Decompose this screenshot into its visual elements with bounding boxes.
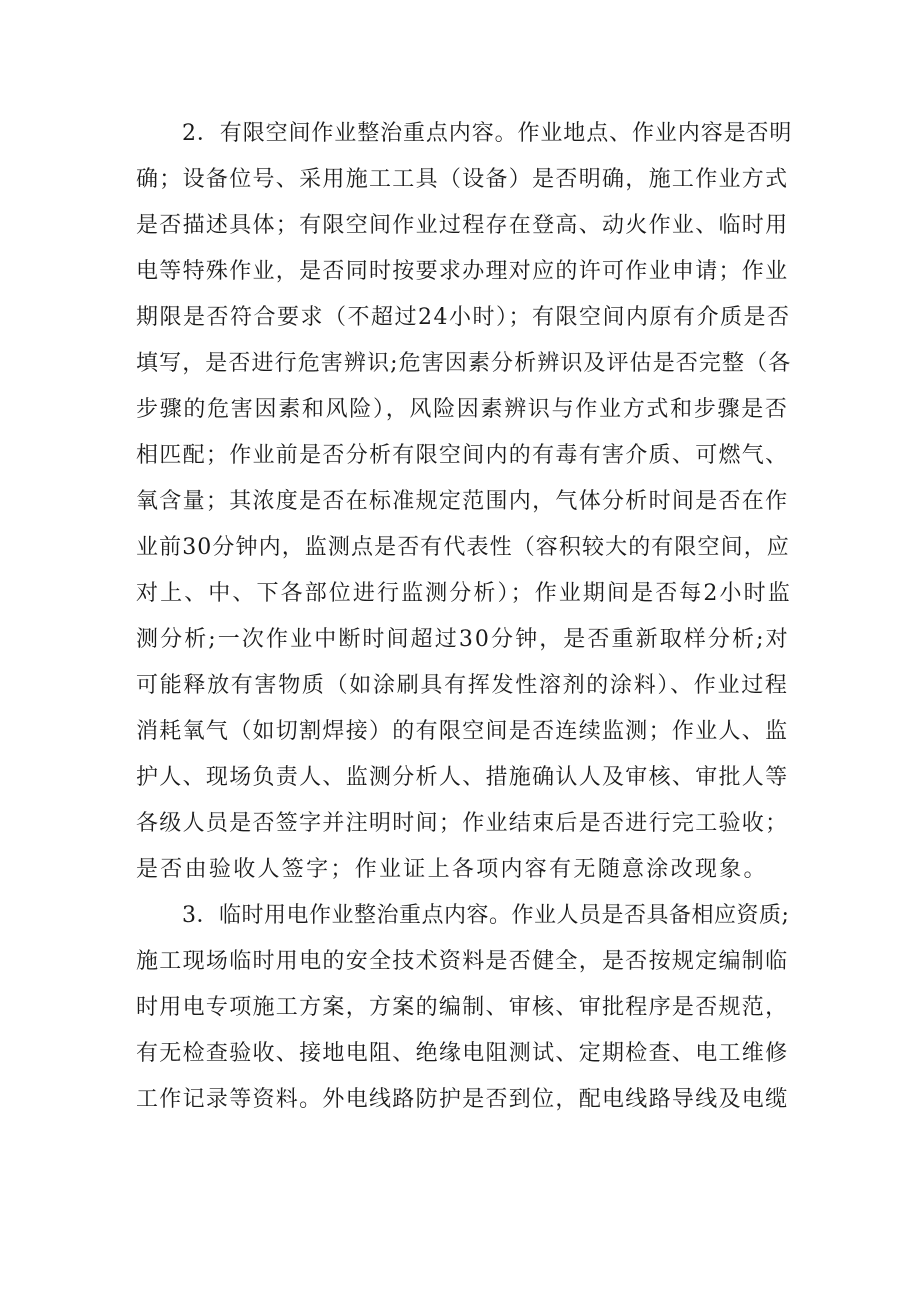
paragraph-3-line-4: 有无检查验收、接地电阻、绝缘电阻测试、定期检查、电工维修 — [136, 1041, 789, 1066]
paragraph-2-line-4: 电等特殊作业，是否同时按要求办理对应的许可作业申请；作业 — [136, 259, 789, 284]
paragraph-2-line-5: 期限是否符合要求（不超过24小时）；有限空间内原有介质是否 — [136, 305, 791, 330]
paragraph-2-line-9: 氧含量；其浓度是否在标准规定范围内，气体分析时间是否在作 — [136, 489, 789, 514]
paragraph-2-line-10: 业前30分钟内，监测点是否有代表性（容积较大的有限空间，应 — [136, 535, 790, 560]
paragraph-3-line-3: 时用电专项施工方案，方案的编制、审核、审批程序是否规范， — [136, 995, 789, 1020]
paragraph-2-line-1: 2．有限空间作业整治重点内容。作业地点、作业内容是否明 — [182, 121, 793, 146]
paragraph-2-line-16: 各级人员是否签字并注明时间；作业结束后是否进行完工验收； — [136, 811, 789, 836]
paragraph-2-line-14: 消耗氧气（如切割焊接）的有限空间是否连续监测；作业人、监 — [136, 719, 789, 744]
paragraph-3-line-2: 施工现场临时用电的安全技术资料是否健全，是否按规定编制临 — [136, 949, 789, 974]
paragraph-2-line-11: 对上、中、下各部位进行监测分析）；作业期间是否每2小时监 — [136, 581, 792, 606]
paragraph-2-line-13: 可能释放有害物质（如涂刷具有挥发性溶剂的涂料）、作业过程 — [136, 673, 789, 698]
paragraph-2-line-3: 是否描述具体；有限空间作业过程存在登高、动火作业、临时用 — [136, 213, 789, 238]
paragraph-3-line-5: 工作记录等资料。外电线路防护是否到位，配电线路导线及电缆 — [136, 1087, 789, 1112]
paragraph-2-line-8: 相匹配；作业前是否分析有限空间内的有毒有害介质、可燃气、 — [136, 443, 789, 468]
paragraph-2-line-7: 步骤的危害因素和风险），风险因素辨识与作业方式和步骤是否 — [136, 397, 789, 422]
paragraph-3-line-1: 3．临时用电作业整治重点内容。作业人员是否具备相应资质; — [182, 903, 790, 928]
paragraph-2-line-6: 填写，是否进行危害辨识;危害因素分析辨识及评估是否完整（各 — [136, 351, 792, 376]
paragraph-2-line-15: 护人、现场负责人、监测分析人、措施确认人及审核、审批人等 — [136, 765, 789, 790]
paragraph-2-line-17: 是否由验收人签字；作业证上各项内容有无随意涂改现象。 — [136, 857, 768, 882]
paragraph-2-line-2: 确；设备位号、采用施工工具（设备）是否明确，施工作业方式 — [136, 167, 789, 192]
paragraph-2-line-12: 测分析;一次作业中断时间超过30分钟，是否重新取样分析;对 — [136, 627, 790, 652]
